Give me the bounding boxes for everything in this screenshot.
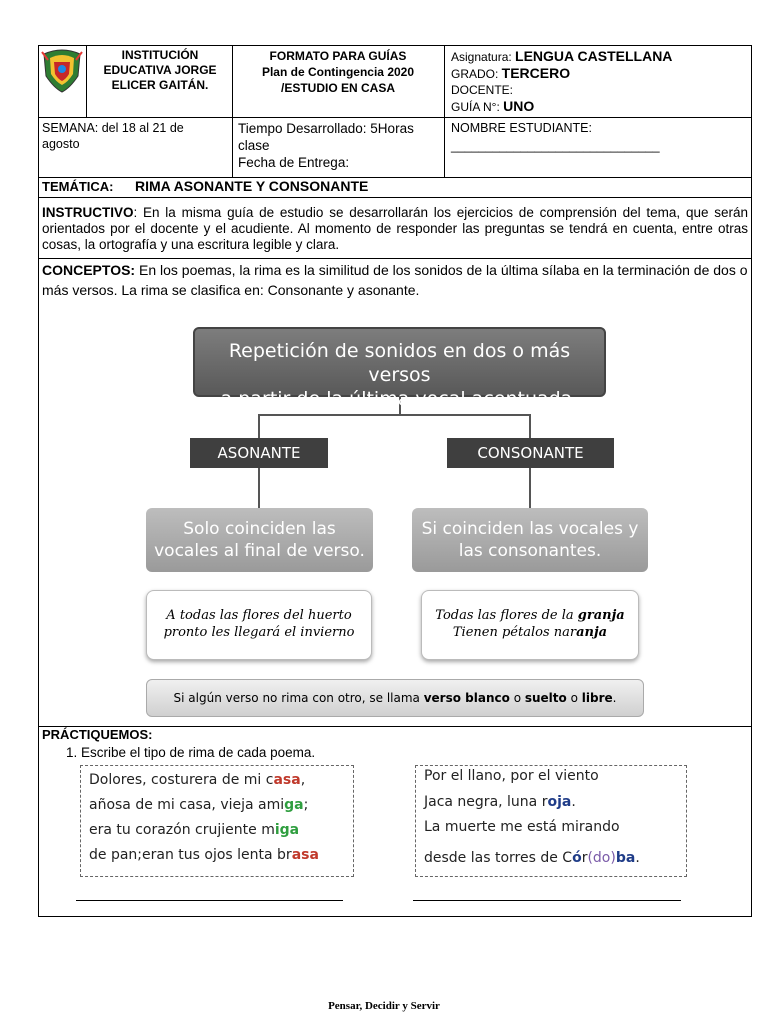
poem-2-box: [415, 765, 687, 877]
consonante-description: Si coinciden las vocales y las consonantes.: [412, 508, 648, 572]
guide-value: UNO: [503, 98, 535, 114]
week-info: SEMANA: del 18 al 21 de agosto: [42, 121, 184, 151]
tematica-label: TEMÁTICA:: [42, 179, 114, 194]
verso-blanco-note: Si algún verso no rima con otro, se llama verso blanco o suelto o libre.: [146, 679, 644, 717]
poem-1-line-1: Dolores, costurera de mi casa,: [89, 772, 306, 788]
connector: [258, 414, 530, 416]
poem-1-box: [80, 765, 354, 877]
answer-line-1[interactable]: [76, 900, 343, 901]
student-name-blank[interactable]: ______________________________: [451, 139, 660, 153]
asonante-label: ASONANTE: [190, 438, 328, 468]
answer-line-2[interactable]: [76, 916, 293, 917]
format-title: FORMATO PARA GUÍAS Plan de Contingencia 2020 /ESTUDIO EN CASA: [261, 49, 415, 95]
conceptos-paragraph: CONCEPTOS: En los poemas, la rima es la similitud de los sonidos de la última sílaba en la terminación de dos o más versos. La rima se clasifica en: Consonante y asonante.: [42, 262, 748, 298]
diagram-main-box: Repetición de sonidos en dos o más versos a partir de la última vocal acentuada.: [193, 327, 606, 397]
time-info: Tiempo Desarrollado: 5Horas clase Fecha de Entrega:: [238, 121, 414, 170]
instructivo-paragraph: INSTRUCTIVO: En la misma guía de estudio se desarrollarán los ejercicios de comprensión del tema, que serán orientados por el docente y el acudiente. Al momento de responder las preguntas se tendrá en cuenta, entre otras cosas, la ortografía y una escritura legible y clara.: [42, 205, 748, 252]
poem-2-line-3: La muerte me está mirando: [424, 819, 620, 835]
grade-value: TERCERO: [501, 65, 571, 81]
connector: [258, 414, 260, 438]
poem-2-line-1: Por el llano, por el viento: [424, 768, 599, 784]
poem-2-line-2: Jaca negra, luna roja.: [424, 794, 576, 810]
poem-2-line-4: desde las torres de Cór(do)ba.: [424, 850, 640, 866]
divider: [38, 117, 752, 118]
poem-1-line-2: añosa de mi casa, vieja amiga;: [89, 797, 309, 813]
consonante-example: Todas las flores de la granja Tienen pétalos naranja: [421, 590, 639, 660]
school-shield-logo: [40, 48, 84, 94]
instructivo-label: INSTRUCTIVO: [42, 205, 134, 220]
connector: [529, 414, 531, 438]
answer-line-3[interactable]: [413, 900, 681, 901]
connector: [529, 468, 531, 508]
exercise-instruction: 1. Escribe el tipo de rima de cada poema.: [66, 745, 316, 760]
footer-motto: Pensar, Decidir y Servir: [328, 1000, 440, 1012]
connector: [258, 468, 260, 508]
practiquemos-label: PRÁCTIQUEMOS:: [42, 727, 153, 742]
tematica-value: RIMA ASONANTE Y CONSONANTE: [135, 178, 369, 194]
consonante-label: CONSONANTE: [447, 438, 614, 468]
conceptos-label: CONCEPTOS:: [42, 262, 136, 278]
subject-info: Asignatura: LENGUA CASTELLANA GRADO: TERCERO DOCENTE: GUÍA N°: UNO: [451, 48, 673, 114]
divider: [444, 45, 445, 177]
school-name: INSTITUCIÓN EDUCATIVA JORGE ELICER GAITÁN.: [103, 48, 217, 92]
asonante-description: Solo coinciden las vocales al final de verso.: [146, 508, 373, 572]
asonante-example: A todas las flores del huerto pronto les llegará el invierno: [146, 590, 372, 660]
poem-1-line-3: era tu corazón crujiente miga: [89, 822, 300, 838]
subject-value: LENGUA CASTELLANA: [515, 48, 673, 64]
student-name-label: NOMBRE ESTUDIANTE:: [451, 121, 592, 135]
teacher-label: DOCENTE:: [451, 83, 514, 97]
divider: [38, 197, 752, 198]
poem-1-line-4: de pan;eran tus ojos lenta brasa: [89, 847, 319, 863]
divider: [38, 258, 752, 259]
